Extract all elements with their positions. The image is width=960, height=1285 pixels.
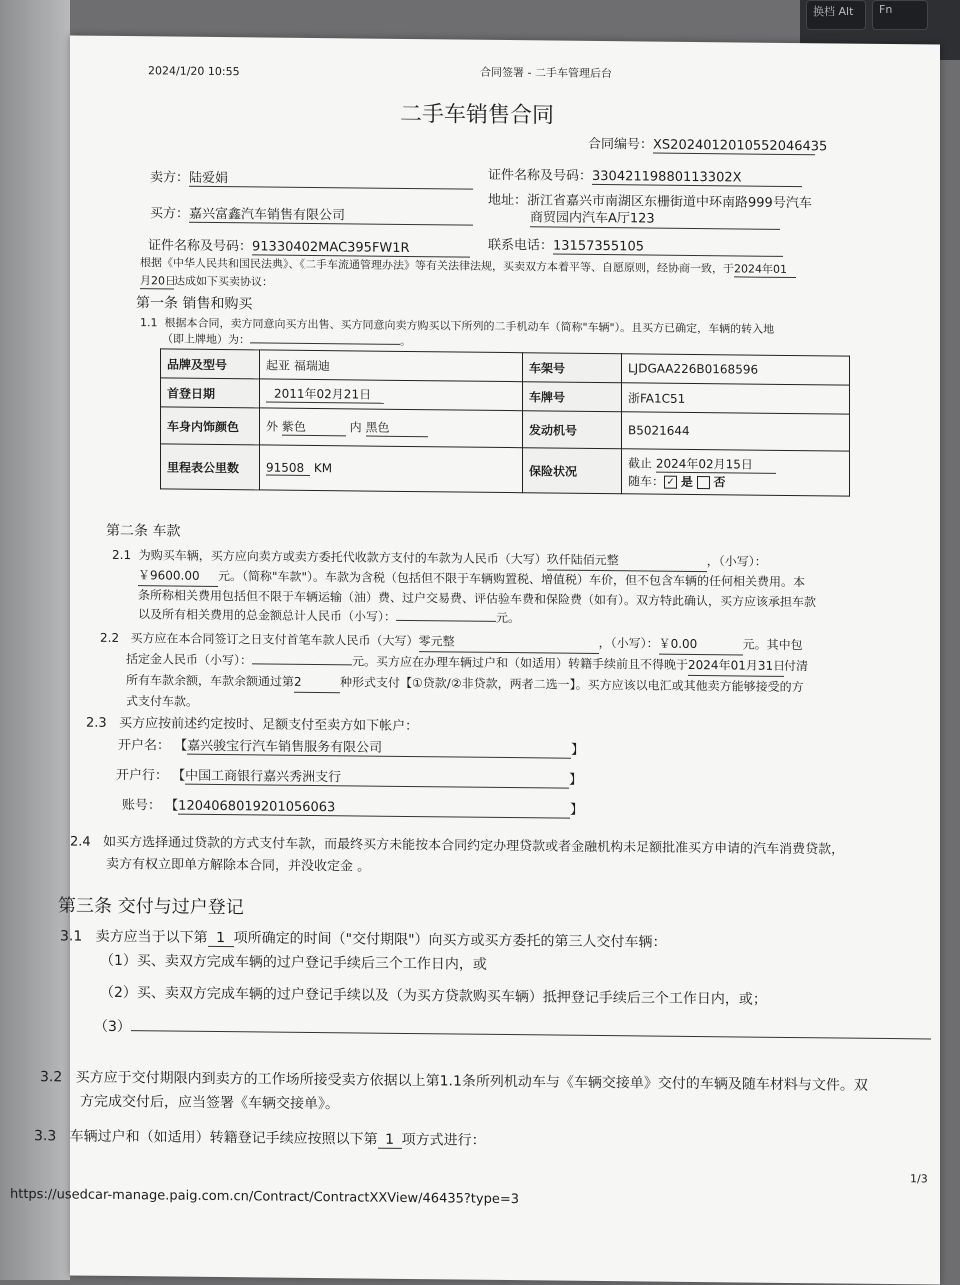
preamble-line-2 <box>140 272 273 290</box>
insurance-cell <box>622 449 850 496</box>
buyer-label: 买方： <box>150 206 190 222</box>
buyer-id-label: 证件名称及号码： <box>148 238 253 255</box>
phone-number: 13157355105 <box>553 239 783 257</box>
plate-value: 浙FA1C51 <box>622 383 850 414</box>
clause-2-4-text-b: 卖方有权立即单方解除本合同，并没收定金 。 <box>106 856 371 875</box>
clause-1-1-text-1: 根据本合同，卖方同意向买方出售、买方同意向卖方购买以下所列的二手机动车（简称"车辆"）。且买方已确定，车辆的转入地 <box>164 316 775 336</box>
clause-3-2-number: 3.2 <box>40 1069 63 1086</box>
fn-key: Fn <box>872 0 928 30</box>
address-line-2: 商贸园内汽车A厅123 <box>530 209 780 230</box>
color-label: 车身内饰颜色 <box>161 407 260 445</box>
bracket-right: 】 <box>571 742 585 758</box>
clause-2-1-number: 2.1 <box>112 547 132 563</box>
print-timestamp: 2024/1/20 10:55 <box>148 64 240 79</box>
registration-place-blank <box>250 342 400 345</box>
transfer-option: 1 <box>378 1132 402 1149</box>
clause-2-2-text-a: 买方应在本合同签订之日支付首笔车款人民币（大写） <box>130 631 419 649</box>
seller-id: 33042119880113302X <box>592 169 802 187</box>
delivery-option-3 <box>94 1016 931 1045</box>
delivery-option-1: （1）买、卖双方完成车辆的过户登记手续后三个工作日内，或 <box>100 952 487 973</box>
delivery-option-3-blank <box>131 1030 931 1039</box>
seller-id-row <box>488 164 802 187</box>
clause-2-2-text-c: 括定金人民币（小写）： <box>126 652 253 668</box>
deposit-blank <box>252 663 352 665</box>
clause-3-3 <box>34 1125 486 1150</box>
clause-2-1-text-c: 条所称相关费用包括但不限于车辆运输（油）费、过户交易费、评估验车费和保险费（如有）。双方特此确认，买方应该承担车款 <box>138 588 817 610</box>
account-name-label: 开户名： <box>118 737 171 754</box>
contract-page <box>10 35 940 1284</box>
clause-3-2 <box>40 1065 868 1122</box>
preamble-date-1: 2024年01 <box>734 260 796 278</box>
buyer-row <box>150 202 473 225</box>
brand-value: 起亚 福瑞迪 <box>260 350 523 382</box>
first-payment-upper: 零元整 <box>419 631 599 654</box>
insurance-label: 保险状况 <box>523 448 622 494</box>
bank-label: 开户行： <box>116 767 169 784</box>
address-block <box>488 192 812 230</box>
plate-label: 车牌号 <box>523 382 622 412</box>
mileage-label: 里程表公里数 <box>161 444 260 490</box>
exterior-color: 紫色 <box>282 418 346 437</box>
clause-2-1-text-a: 为购买车辆，买方应向卖方或卖方委托代收款方支付的车款为人民币（大写） <box>138 548 547 567</box>
vin-value: LJDGAA226B0168596 <box>622 354 850 385</box>
page-title: 二手车销售合同 <box>400 101 555 129</box>
no-checkbox[interactable] <box>697 476 710 489</box>
bracket-left: 【 <box>174 738 188 754</box>
reg-date-value: 2011年02月21日 <box>266 384 384 403</box>
article-2-heading: 第二条 车款 <box>106 522 181 540</box>
delivery-option-2: （2）买、卖双方完成车辆的过户登记手续以及（为买方贷款购买车辆）抵押登记手续后三个工作日内，或； <box>100 984 767 1008</box>
bracket-left: 【 <box>165 798 179 814</box>
print-header: 合同签署 - 二手车管理后台 <box>480 65 612 81</box>
bracket-right: 】 <box>570 802 584 818</box>
seller-name: 陆爱娟 <box>189 167 473 190</box>
clause-3-3-number: 3.3 <box>34 1128 57 1145</box>
reg-date-cell <box>260 379 523 411</box>
yes-label: 是 <box>680 474 693 489</box>
clause-number: 1.1 <box>140 316 158 330</box>
clause-2-2-text-f: 所有车款余额，车款余额通过第 <box>126 673 295 689</box>
clause-3-2-text-b: 方完成交付后，应当签署《车辆交接单》。 <box>80 1093 339 1113</box>
clause-2-2 <box>100 628 808 718</box>
preamble-date-2: 月20日 <box>140 274 176 288</box>
bracket-left: 【 <box>172 768 186 784</box>
delivery-option-3-label: （3） <box>94 1018 131 1036</box>
article-1-heading: 第一条 销售和购买 <box>136 295 253 313</box>
clause-2-3-number: 2.3 <box>86 715 107 731</box>
no-label: 否 <box>713 474 726 489</box>
bank-row <box>116 764 582 789</box>
exterior-prefix: 外 <box>266 419 279 434</box>
clause-2-4-text-a: 如买方选择通过贷款的方式支付车款，而最终买方未能按本合同约定办理贷款或者金融机构未足额批准买方申请的汽车消费贷款， <box>103 834 845 858</box>
article-3-heading: 第三条 交付与过户登记 <box>58 895 244 919</box>
clause-2-2-text-g: 种形式支付【①贷款/②非贷款，两者二选一】。买方应该以电汇或其他卖方能够接受的方 <box>340 675 804 695</box>
clause-3-1-number: 3.1 <box>60 928 83 945</box>
clause-3-1 <box>60 925 667 951</box>
clause-1-1-text-2: （即上牌地）为： <box>162 332 250 347</box>
clause-2-1-text-e: 元。 <box>496 610 521 626</box>
clause-2-3-text: 买方应按前述约定按时、足额支付至卖方如下帐户： <box>119 715 419 735</box>
bank-name: 中国工商银行嘉兴秀洲支行 <box>185 765 569 789</box>
contract-no-row <box>588 133 828 155</box>
contract-no-label: 合同编号： <box>588 136 654 153</box>
seller-label: 卖方： <box>150 170 190 186</box>
contract-no: XS2024012010552046435 <box>653 137 828 155</box>
address-label: 地址： <box>488 192 528 209</box>
first-payment-lower: ￥0.00 <box>659 634 743 656</box>
mileage-value: 91508 <box>266 460 310 475</box>
price-lower: ￥9600.00 <box>138 566 218 587</box>
buyer-id: 91330402MAC395FW1R <box>252 239 470 257</box>
clause-3-2-text-a: 买方应于交付期限内到卖方的工作场所接受卖方依据以上第1.1条所列机动车与《车辆交接单》交付的车辆及随车材料与文件。双 <box>75 1069 868 1094</box>
account-name: 嘉兴骏宝行汽车销售服务有限公司 <box>187 735 571 759</box>
clause-2-4 <box>70 831 844 883</box>
account-number: 1204068019201056063 <box>178 799 570 819</box>
clause-3-3-text-a: 车辆过户和（如适用）转籍登记手续应按照以下第 <box>69 1128 378 1148</box>
insurance-until-prefix: 截止 <box>628 455 653 471</box>
delivery-option: 1 <box>208 930 234 947</box>
alt-key: 换档 Alt <box>806 0 866 30</box>
clause-2-2-text-e: 付清 <box>784 658 809 674</box>
page-number: 1/3 <box>910 1172 928 1186</box>
clause-3-1-text-b: 项所确定的时间（"交付期限"）向买方或买方委托的第三人交付车辆： <box>233 930 667 951</box>
clause-2-3 <box>86 712 418 734</box>
account-no-row <box>122 794 583 819</box>
price-upper: 玖仟陆佰元整 <box>547 550 707 572</box>
total-amount-blank <box>396 620 496 622</box>
clause-3-3-text-b: 项方式进行： <box>401 1131 486 1149</box>
clause-2-2-text-d: 元。买方应在办理车辆过户和（如适用）转籍手续前且不得晚于 <box>352 654 689 672</box>
clause-2-4-number: 2.4 <box>70 834 91 850</box>
buyer-name: 嘉兴富鑫汽车销售有限公司 <box>189 203 473 226</box>
mileage-cell <box>260 445 523 493</box>
address-line-1: 浙江省嘉兴市南湖区东栅街道中环南路999号汽车 <box>527 193 812 212</box>
clause-1-1-line-2: （即上牌地）为： 。 <box>162 332 411 349</box>
mileage-unit: KM <box>313 460 333 475</box>
yes-checkbox[interactable]: ✓ <box>664 475 677 488</box>
account-name-row <box>118 734 584 759</box>
clause-2-2-text-h: 式支付车款。 <box>126 694 199 709</box>
with-car-label: 随车： <box>628 473 665 489</box>
clause-2-1-text-d: 以及所有相关费用的总金额总计人民币（小写）： <box>138 607 397 624</box>
interior-prefix: 内 <box>349 420 362 435</box>
footer-url: https://usedcar-manage.paig.com.cn/Contract/ContractXXView/46435?type=3 <box>10 1186 519 1208</box>
engine-label: 发动机号 <box>523 411 622 449</box>
clause-2-2-text-b: 元。其中包 <box>742 637 803 653</box>
table-row <box>161 444 850 496</box>
phone-row <box>488 234 783 257</box>
preamble-text-1: 根据《中华人民共和国民法典》、《二手车流通管理办法》等有关法律法规，买卖双方本着平等、自愿原则，经协商一致，于 <box>140 256 734 276</box>
vehicle-table <box>160 348 850 496</box>
clause-2-1-small: ，（小写）： <box>706 554 767 569</box>
payment-deadline: 2024年01月31日 <box>688 655 784 677</box>
seller-id-label: 证件名称及号码： <box>488 167 593 184</box>
clause-3-1-text-a: 卖方应当于以下第 <box>95 928 208 946</box>
interior-color: 黑色 <box>366 419 428 438</box>
account-no-label: 账号： <box>122 797 162 814</box>
clause-2-2-number: 2.2 <box>100 630 120 645</box>
engine-value: B5021644 <box>622 412 850 451</box>
clause-2-2-small: ，（小写）： <box>598 635 659 651</box>
preamble-text-2: 达成如下买卖协议： <box>174 274 273 289</box>
phone-label: 联系电话： <box>488 237 554 254</box>
reg-date-label: 首登日期 <box>161 378 260 408</box>
color-cell <box>260 408 523 448</box>
bracket-right: 】 <box>569 772 583 788</box>
brand-label: 品牌及型号 <box>161 349 260 379</box>
vin-label: 车架号 <box>523 353 622 383</box>
clause-2-1-text-b: 元。（简称"车款"）。车款为含税（包括但不限于车辆购置税、增值税）车价，但不包含车辆的任何相关费用。本 <box>218 568 806 590</box>
payment-method: 2 <box>294 672 340 693</box>
insurance-until: 2024年02月15日 <box>656 454 776 473</box>
seller-row <box>150 166 473 189</box>
clause-2-1 <box>112 546 816 631</box>
